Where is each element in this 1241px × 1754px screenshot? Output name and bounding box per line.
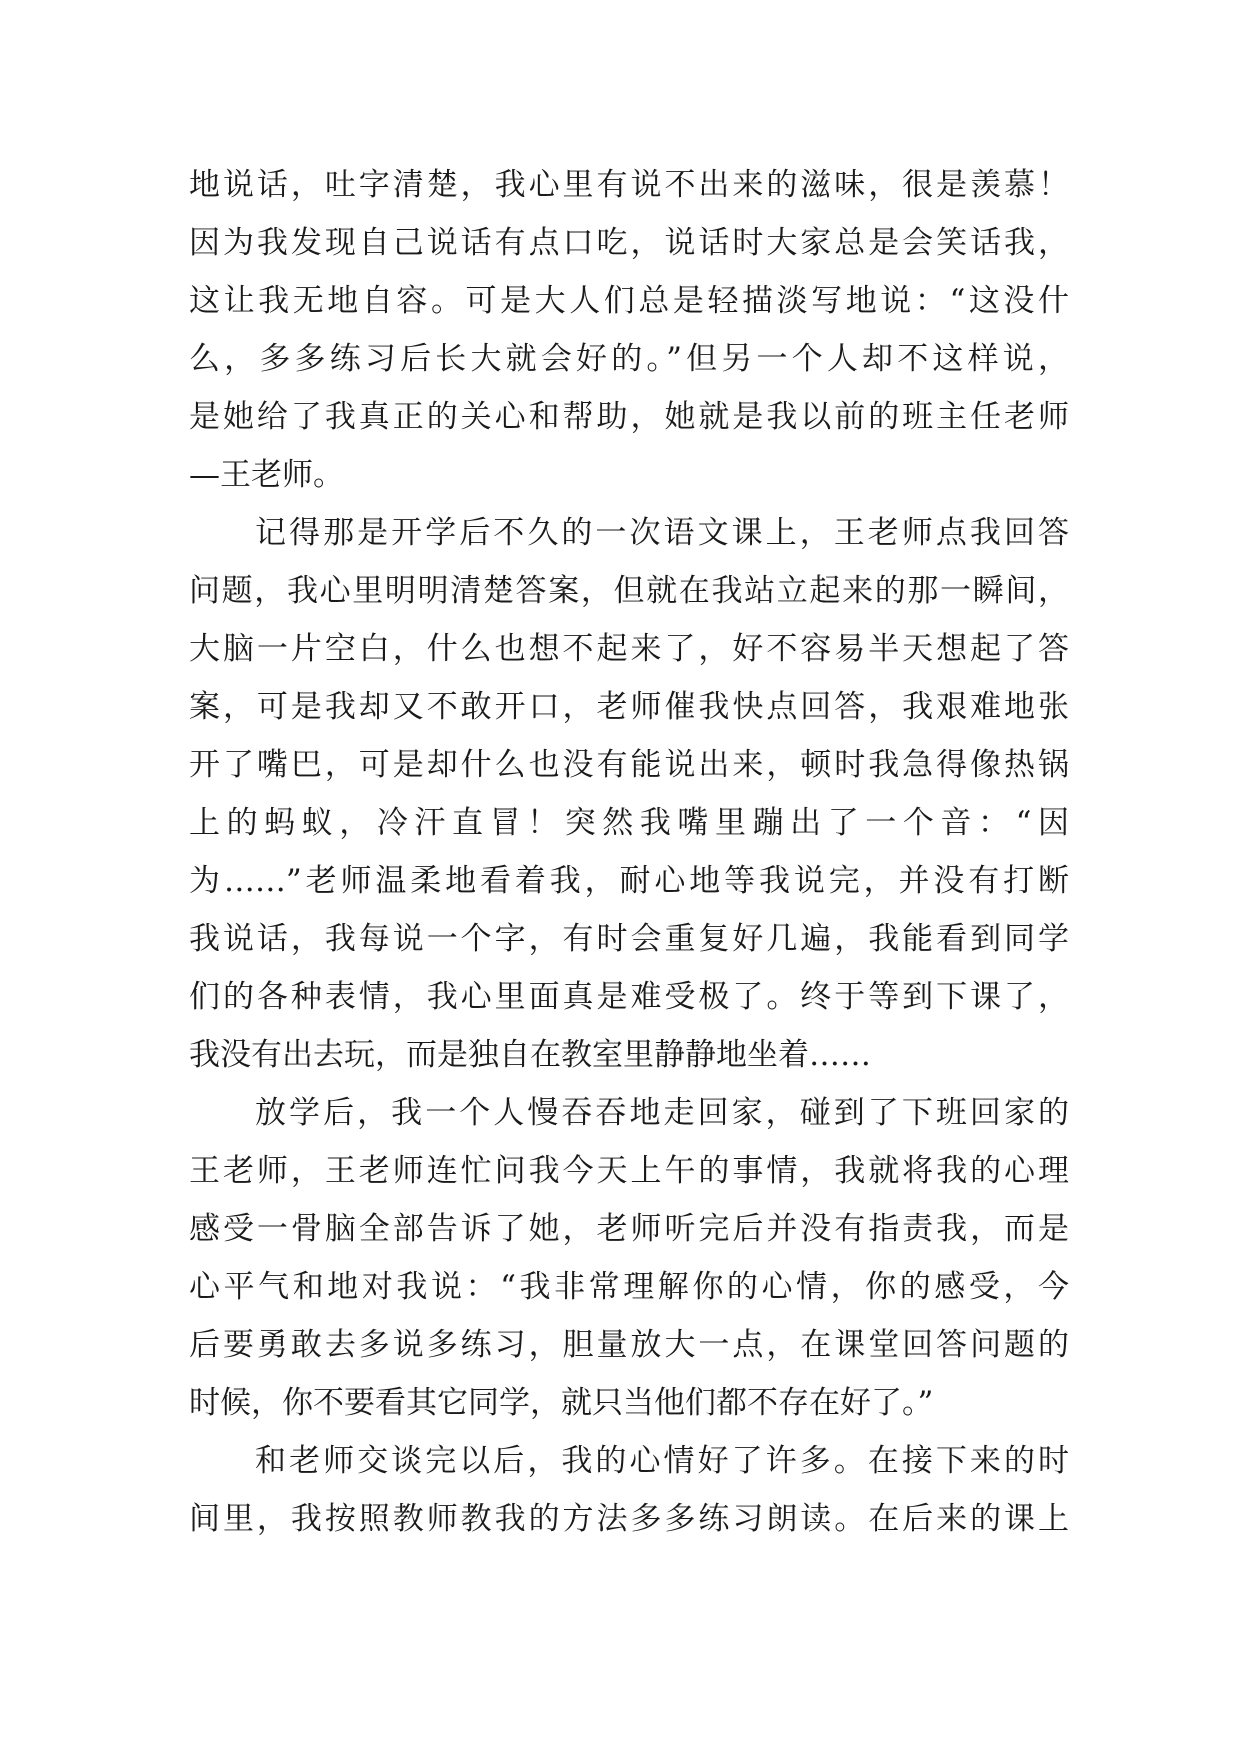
text-line: 感受一骨脑全部告诉了她，老师听完后并没有指责我，而是 [189, 1211, 1069, 1247]
text-line: 们的各种表情，我心里面真是难受极了。终于等到下课了， [189, 979, 1069, 1015]
text-line: 我说话，我每说一个字，有时会重复好几遍，我能看到同学 [189, 921, 1069, 957]
text-line: 间里，我按照教师教我的方法多多练习朗读。在后来的课上 [189, 1501, 1069, 1537]
text-line: 大脑一片空白，什么也想不起来了，好不容易半天想起了答 [189, 631, 1069, 667]
text-line: 这让我无地自容。可是大人们总是轻描淡写地说：“这没什 [189, 283, 1069, 319]
text-line: 后要勇敢去多说多练习，胆量放大一点，在课堂回答问题的 [189, 1327, 1069, 1363]
text-line: 上的蚂蚁，冷汗直冒！突然我嘴里蹦出了一个音：“因 [189, 805, 1069, 841]
text-line: 是她给了我真正的关心和帮助，她就是我以前的班主任老师 [189, 399, 1069, 435]
text-line: 时候，你不要看其它同学，就只当他们都不存在好了。” [189, 1385, 934, 1421]
paragraph-first-line: 和老师交谈完以后，我的心情好了许多。在接下来的时 [255, 1443, 1069, 1479]
text-line: 王老师，王老师连忙问我今天上午的事情，我就将我的心理 [189, 1153, 1069, 1189]
text-line: 我没有出去玩，而是独自在教室里静静地坐着…… [189, 1037, 871, 1073]
text-line: 因为我发现自己说话有点口吃，说话时大家总是会笑话我， [189, 225, 1069, 261]
text-line: 么，多多练习后长大就会好的。”但另一个人却不这样说， [189, 341, 1069, 377]
text-line: —王老师。 [189, 457, 344, 493]
essay-body [189, 156, 1069, 1548]
text-line: 问题，我心里明明清楚答案，但就在我站立起来的那一瞬间， [189, 573, 1069, 609]
paragraph-first-line: 放学后，我一个人慢吞吞地走回家，碰到了下班回家的 [255, 1095, 1069, 1131]
text-line: 为……”老师温柔地看着我，耐心地等我说完，并没有打断 [189, 863, 1069, 899]
text-line: 心平气和地对我说：“我非常理解你的心情，你的感受，今 [189, 1269, 1069, 1305]
text-line: 案，可是我却又不敢开口，老师催我快点回答，我艰难地张 [189, 689, 1069, 725]
text-line: 开了嘴巴，可是却什么也没有能说出来，顿时我急得像热锅 [189, 747, 1069, 783]
paragraph-first-line: 记得那是开学后不久的一次语文课上，王老师点我回答 [255, 515, 1069, 551]
text-line: 地说话，吐字清楚，我心里有说不出来的滋味，很是羡慕！ [189, 167, 1069, 203]
